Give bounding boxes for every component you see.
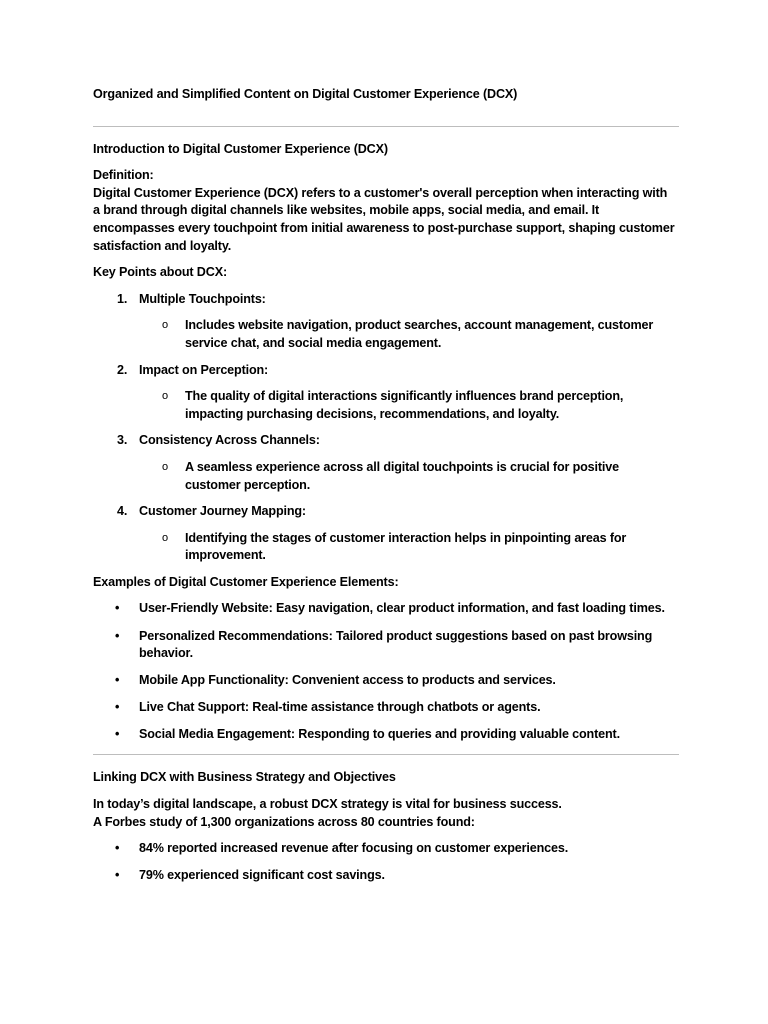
list-item: [93, 840, 677, 858]
bullet-marker: •: [115, 628, 120, 643]
findings-list: [93, 840, 677, 885]
list-item: [93, 672, 677, 690]
examples-list: [93, 600, 677, 744]
strategy-intro: [93, 796, 677, 831]
finding-text: 84% reported increased revenue after focusing on customer experiences.: [139, 841, 569, 856]
section-heading-strategy: Linking DCX with Business Strategy and Objectives: [93, 769, 396, 784]
section-divider: [93, 126, 679, 127]
definition-block: [93, 167, 677, 255]
examples-heading: Examples of Digital Customer Experience Elements:: [93, 574, 399, 589]
strategy-intro-line: A Forbes study of 1,300 organizations across 80 countries found:: [93, 814, 475, 829]
key-point-title: Multiple Touchpoints:: [139, 291, 266, 306]
section-divider: [93, 754, 679, 755]
key-point-item: [93, 503, 677, 565]
key-points-heading: Key Points about DCX:: [93, 265, 227, 280]
bullet-marker: •: [115, 673, 120, 688]
list-number: 2.: [117, 362, 128, 377]
key-point-detail: Includes website navigation, product searches, account management, customer service chat, and social media engagement.: [185, 318, 654, 350]
bullet-marker: •: [115, 700, 120, 715]
list-item: [93, 726, 677, 744]
sub-bullet-marker: o: [162, 460, 168, 473]
key-point-title: Consistency Across Channels:: [139, 433, 320, 448]
list-number: 4.: [117, 504, 128, 519]
sub-bullet-marker: o: [162, 390, 168, 403]
bullet-marker: •: [115, 841, 120, 856]
list-item: [93, 699, 677, 717]
key-point-title: Impact on Perception:: [139, 362, 269, 377]
example-text: Live Chat Support: Real-time assistance through chatbots or agents.: [139, 700, 541, 715]
list-item: [93, 867, 677, 885]
definition-text: Digital Customer Experience (DCX) refers to a customer's overall perception when interacting with a brand through digital channels like websites, mobile apps, social media, and email. It encompasses every touchpoint from initial awareness to post-purchase support, shaping customer satisfaction and loyalty.: [93, 185, 675, 253]
key-point-detail: A seamless experience across all digital touchpoints is crucial for positive customer perception.: [185, 459, 619, 492]
bullet-marker: •: [115, 601, 120, 616]
key-point-item: [93, 432, 677, 494]
list-number: 3.: [117, 433, 128, 448]
example-text: Mobile App Functionality: Convenient access to products and services.: [139, 673, 556, 688]
list-number: 1.: [117, 291, 128, 306]
example-text: Social Media Engagement: Responding to queries and providing valuable content.: [139, 727, 620, 742]
document-title: Organized and Simplified Content on Digital Customer Experience (DCX): [93, 87, 518, 101]
sub-bullet-marker: o: [162, 319, 168, 332]
key-point-item: [93, 291, 677, 353]
bullet-marker: •: [115, 727, 120, 742]
example-text: User-Friendly Website: Easy navigation, clear product information, and fast loading times.: [139, 601, 665, 616]
key-point-detail: The quality of digital interactions significantly influences brand perception, impacting purchasing decisions, recommendations, and loyalty.: [185, 389, 624, 421]
document-page: [93, 86, 677, 895]
list-item: [93, 600, 677, 618]
strategy-intro-line: In today’s digital landscape, a robust DCX strategy is vital for business success.: [93, 797, 562, 812]
sub-bullet-marker: o: [162, 531, 168, 544]
example-text: Personalized Recommendations: Tailored product suggestions based on past browsing behavior.: [139, 628, 653, 661]
definition-label: Definition:: [93, 168, 154, 183]
list-item: [93, 628, 677, 663]
key-point-item: [93, 362, 677, 424]
key-point-title: Customer Journey Mapping:: [139, 504, 306, 519]
key-point-detail: Identifying the stages of customer interaction helps in pinpointing areas for improvement.: [185, 530, 627, 563]
key-points-list: [93, 291, 677, 565]
section-heading-introduction: Introduction to Digital Customer Experience (DCX): [93, 141, 388, 156]
finding-text: 79% experienced significant cost savings.: [139, 868, 385, 883]
bullet-marker: •: [115, 868, 120, 883]
